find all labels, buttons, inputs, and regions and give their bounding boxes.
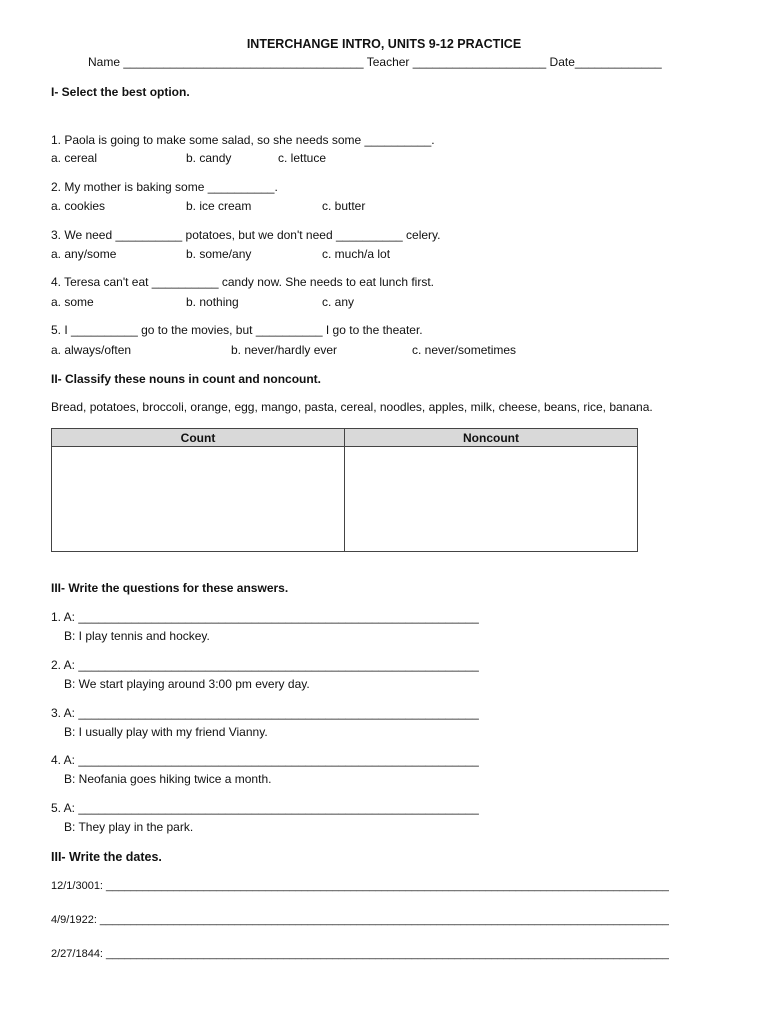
question-2-option-c: c. butter	[322, 199, 366, 213]
question-4-option-c: c. any	[322, 295, 355, 309]
worksheet-title: INTERCHANGE INTRO, UNITS 9-12 PRACTICE	[246, 37, 522, 51]
question-4-option-b: b. nothing	[186, 295, 239, 309]
question-3-option-c: c. much/a lot	[322, 247, 391, 261]
question-5-option-a: a. always/often	[51, 343, 132, 357]
section-2-heading: II- Classify these nouns in count and noncount.	[51, 372, 322, 386]
date-line-2[interactable]: 4/9/1922: _____________________________________________________________________________________________	[51, 914, 669, 926]
question-1-option-c: c. lettuce	[278, 151, 327, 165]
noncount-answer-cell[interactable]	[345, 447, 638, 552]
question-line-4[interactable]: 4. A: ____________________________________________________________	[51, 753, 479, 767]
answer-line-2: B: We start playing around 3:00 pm every day.	[64, 677, 310, 691]
count-column-header: Count	[52, 429, 345, 447]
question-3-option-b: b. some/any	[186, 247, 252, 261]
question-line-2[interactable]: 2. A: ____________________________________________________________	[51, 658, 479, 672]
question-4-option-a: a. some	[51, 295, 94, 309]
question-2-stem: 2. My mother is baking some __________.	[51, 180, 278, 194]
question-5-stem: 5. I __________ go to the movies, but __________ I go to the theater.	[51, 323, 423, 337]
answer-line-5: B: They play in the park.	[64, 820, 194, 834]
student-info-line: Name ____________________________________ Teacher ____________________ Date_____________	[88, 55, 662, 69]
question-3-stem: 3. We need __________ potatoes, but we don't need __________ celery.	[51, 228, 441, 242]
answer-line-1: B: I play tennis and hockey.	[64, 629, 210, 643]
date-line-1[interactable]: 12/1/3001: ____________________________________________________________________________________________	[51, 880, 669, 892]
question-line-3[interactable]: 3. A: ____________________________________________________________	[51, 706, 479, 720]
noun-word-list: Bread, potatoes, broccoli, orange, egg, mango, pasta, cereal, noodles, apples, milk, cheese, beans, rice, banana.	[51, 400, 653, 414]
date-line-3[interactable]: 2/27/1844: ____________________________________________________________________________________________	[51, 948, 669, 960]
question-5-option-c: c. never/sometimes	[412, 343, 517, 357]
noncount-column-header: Noncount	[345, 429, 638, 447]
question-1-option-a: a. cereal	[51, 151, 98, 165]
question-1-stem: 1. Paola is going to make some salad, so she needs some __________.	[51, 133, 435, 147]
count-noncount-table	[51, 428, 638, 552]
answer-line-3: B: I usually play with my friend Vianny.	[64, 725, 268, 739]
question-line-5[interactable]: 5. A: ____________________________________________________________	[51, 801, 479, 815]
question-3-option-a: a. any/some	[51, 247, 117, 261]
question-4-stem: 4. Teresa can't eat __________ candy now. She needs to eat lunch first.	[51, 275, 435, 289]
section-3-heading: III- Write the questions for these answers.	[51, 581, 289, 595]
count-answer-cell[interactable]	[52, 447, 345, 552]
question-1-option-b: b. candy	[186, 151, 232, 165]
question-2-option-a: a. cookies	[51, 199, 106, 213]
answer-line-4: B: Neofania goes hiking twice a month.	[64, 772, 272, 786]
section-4-heading: III- Write the dates.	[51, 850, 162, 864]
question-2-option-b: b. ice cream	[186, 199, 252, 213]
question-line-1[interactable]: 1. A: ____________________________________________________________	[51, 610, 479, 624]
question-5-option-b: b. never/hardly ever	[231, 343, 338, 357]
section-1-heading: I- Select the best option.	[51, 85, 190, 99]
